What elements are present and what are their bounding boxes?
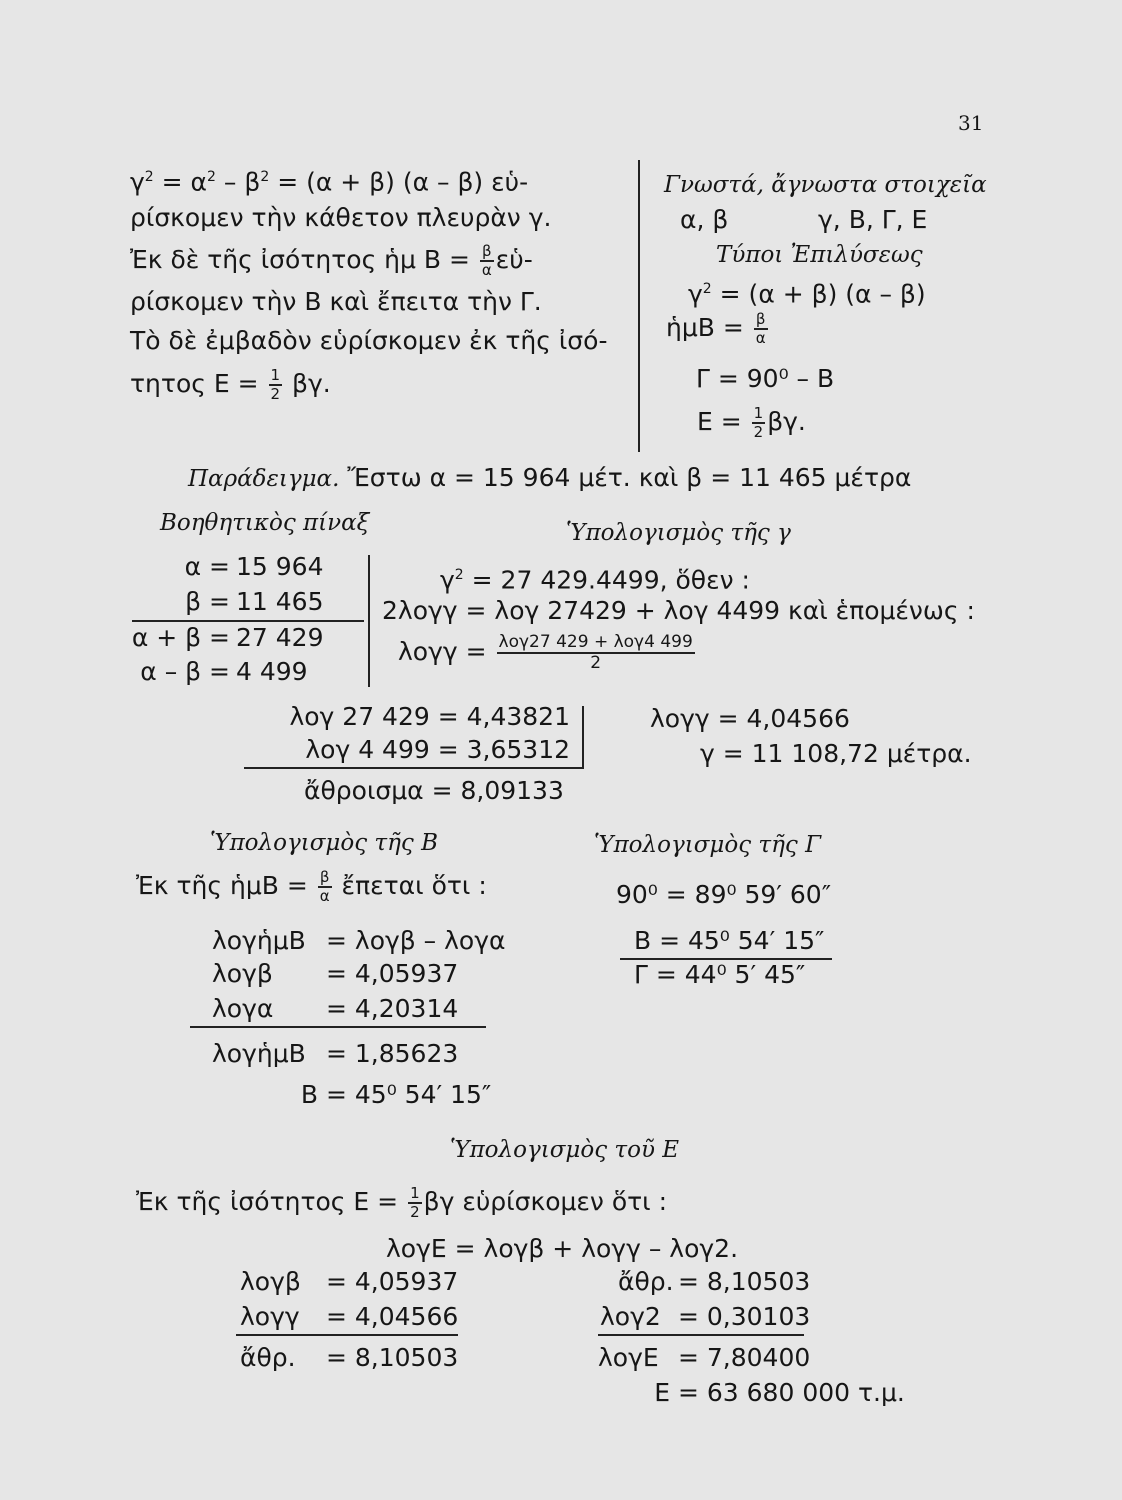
formula-sinB: ἡμΒ = $\frac{\beta}{\alpha}$ — [666, 310, 766, 347]
calc-E-right-label: λογΕ — [598, 1343, 659, 1372]
calc-gamma-res2: γ = 11 108,72 μέτρα. — [700, 739, 972, 768]
calc-B-value: = λογβ – λογα — [326, 926, 506, 955]
calc-E-left-label: λογβ — [240, 1267, 301, 1296]
calc-B-value: = 4,20314 — [326, 994, 459, 1023]
sidebar-heading: Γνωστά, ἄγνωστα στοιχεῖα — [664, 172, 987, 198]
aux-value: 4 499 — [236, 657, 308, 686]
calc-B-label: λογἡμΒ — [212, 926, 306, 955]
calc-E-left-value: = 4,04566 — [326, 1302, 459, 1331]
page-number: 31 — [958, 111, 984, 135]
calc-gamma-line-1: $\gamma^2 = 27$ 429.4499, ὅθεν : — [440, 565, 750, 595]
calc-gamma-log2: λογ 4 499 = 3,65312 — [305, 735, 570, 764]
calc-gamma-res1: λογγ = 4,04566 — [650, 704, 850, 733]
calc-B-label: λογα — [212, 994, 274, 1023]
calc-E-intro: Ἐκ τῆς ἰσότητος Ε = $\frac{1}{2}$ βγ εὑρίσκομεν ὅτι : — [136, 1184, 668, 1221]
calc-E-right-value: = 7,80400 — [678, 1343, 811, 1372]
calc-gamma-log1: λογ 27 429 = 4,43821 — [289, 702, 570, 731]
calc-B-value: = 45⁰ 54′ 15″ — [326, 1080, 492, 1109]
calc-B-heading: Ὑπολογισμὸς τῆς Β — [210, 830, 439, 856]
aux-table-heading: Βοηθητικὸς πίναξ — [160, 510, 370, 536]
calc-E-right-rule — [598, 1334, 804, 1336]
calc-E-left-rule — [236, 1334, 458, 1336]
sum-rule — [244, 767, 584, 769]
intro-line-4: ρίσκομεν τὴν Β καὶ ἔπειτα τὴν Γ. — [130, 287, 542, 316]
calc-G-row-1: 90⁰ = 89⁰ 59′ 60″ — [616, 880, 832, 909]
calc-gamma-sum: ἄθροισμα = 8,09133 — [304, 776, 564, 805]
calc-E-right-label: Ε — [654, 1378, 670, 1407]
calc-gamma-line-3: λογγ = $\frac{\text{λογ27 429 + λογ4 499}}{2}$ — [398, 632, 693, 673]
intro-line-1: $\gamma^2 = \alpha^2 - \beta^2 = (\alpha + \beta)$ (α – β) εὑ- — [130, 167, 529, 197]
aux-value: 15 964 — [236, 552, 324, 581]
calc-E-right-value: = 0,30103 — [678, 1302, 811, 1331]
calc-G-row-2: Β = 45⁰ 54′ 15″ — [634, 926, 825, 955]
calc-E-left-value: = 4,05937 — [326, 1267, 459, 1296]
calc-B-rule — [190, 1026, 486, 1028]
calc-E-left-label: ἄθρ. — [240, 1343, 296, 1372]
calc-E-formula: λογΕ = λογβ + λογγ – λογ2. — [386, 1234, 739, 1263]
calc-B-label: λογβ — [212, 959, 273, 988]
calc-E-left-label: λογγ — [240, 1302, 300, 1331]
example-line: Παράδειγμα. Ἔστω α = 15 964 μέτ. καὶ β = 11 465 μέτρα — [188, 463, 912, 492]
intro-line-5: Τὸ δὲ ἐμβαδὸν εὑρίσκομεν ἐκ τῆς ἰσό- — [130, 326, 608, 355]
aux-rule — [132, 620, 364, 622]
aux-value: 27 429 — [236, 623, 324, 652]
calc-E-heading: Ὑπολογισμὸς τοῦ Ε — [450, 1137, 680, 1163]
calc-E-right-value: = 63 680 000 τ.μ. — [678, 1378, 905, 1407]
calc-B-intro: Ἐκ τῆς ἡμΒ = $\frac{\beta}{\alpha}$ ἔπεται ὅτι : — [136, 868, 487, 905]
formula-gamma: $\gamma^2 = (\alpha + \beta)$ (α – β) — [688, 279, 926, 309]
aux-label: α + β = — [131, 623, 230, 652]
calc-E-right-label: ἄθρ. — [618, 1267, 674, 1296]
formula-E: Ε = $\frac{1}{2}$ βγ. — [697, 404, 806, 441]
calc-B-value: = 4,05937 — [326, 959, 459, 988]
sidebar-divider — [638, 160, 640, 452]
calc-B-value: = 1,85623 — [326, 1039, 459, 1068]
calc-E-right-value: = 8,10503 — [678, 1267, 811, 1296]
intro-line-2: ρίσκομεν τὴν κάθετον πλευρὰν γ. — [130, 203, 552, 232]
calc-E-left-value: = 8,10503 — [326, 1343, 459, 1372]
formula-Gamma: Γ = 90⁰ – Β — [696, 364, 835, 393]
calc-B-label: λογἡμΒ — [212, 1039, 306, 1068]
calc-G-row-3: Γ = 44⁰ 5′ 45″ — [634, 960, 806, 989]
calc-gamma-heading: Ὑπολογισμὸς τῆς γ — [566, 520, 791, 546]
aux-divider — [368, 555, 370, 687]
formulas-heading: Τύποι Ἐπιλύσεως — [716, 242, 923, 268]
log-divider — [582, 706, 584, 768]
calc-gamma-line-2: 2λογγ = λογ 27429 + λογ 4499 καὶ ἑπομένως : — [382, 596, 975, 625]
aux-label: α = — [184, 552, 230, 581]
calc-E-right-label: λογ2 — [600, 1302, 661, 1331]
sidebar-unknown: γ, Β, Γ, Ε — [818, 205, 928, 234]
aux-value: 11 465 — [236, 587, 324, 616]
aux-label: α – β = — [140, 657, 230, 686]
intro-line-3: Ἐκ δὲ τῆς ἰσότητος ἡμ Β = $\frac{\beta}{\alpha}$ εὑ- — [130, 242, 533, 279]
intro-line-6: τητος Ε = $\frac{1}{2}$ βγ. — [130, 366, 331, 403]
calc-G-heading: Ὑπολογισμὸς τῆς Γ — [594, 832, 822, 858]
aux-label: β = — [185, 587, 230, 616]
calc-B-label: Β — [300, 1080, 318, 1109]
sidebar-known: α, β — [680, 205, 729, 234]
